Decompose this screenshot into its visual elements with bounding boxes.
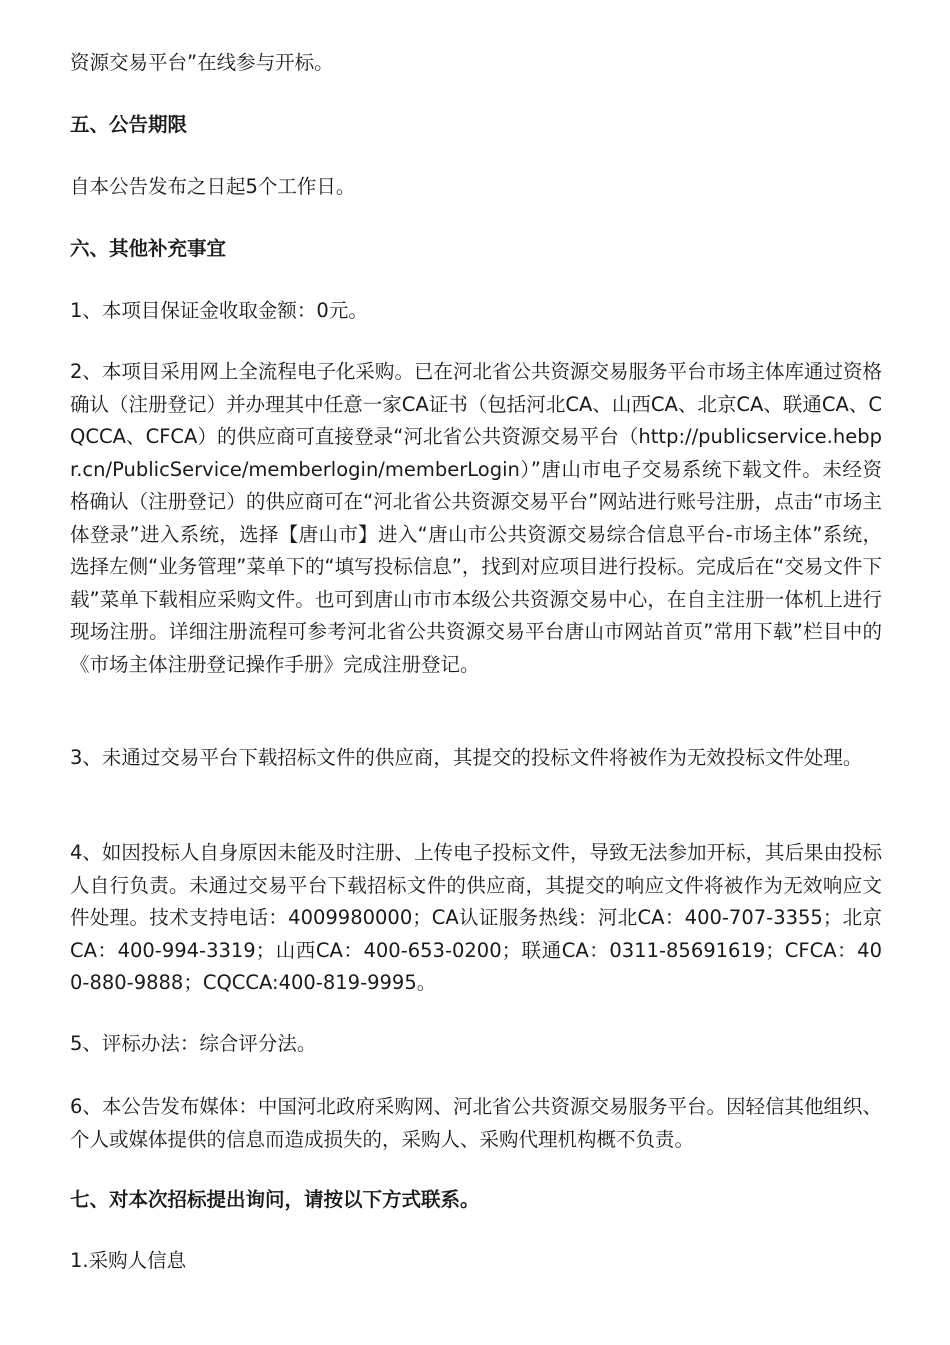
continuation-text: 资源交易平台”在线参与开标。 bbox=[70, 51, 334, 74]
section-5-heading: 五、公告期限 bbox=[70, 113, 188, 136]
section-7-sub-1: 1.采购人信息 bbox=[70, 1249, 187, 1272]
section-6-heading: 六、其他补充事宜 bbox=[70, 237, 227, 260]
section-6-item-6: 6、本公告发布媒体：中国河北政府采购网、河北省公共资源交易服务平台。因轻信其他组织、个人或媒体提供的信息而造成损失的，采购人、采购代理机构概不负责。 bbox=[70, 1095, 882, 1151]
section-6-item-4: 4、如因投标人自身原因未能及时注册、上传电子投标文件，导致无法参加开标，其后果由投标人自行负责。未通过交易平台下载招标文件的供应商，其提交的响应文件将被作为无效响应文件处理。技术支持电话：4009980000；CA认证服务热线：河北CA：400-707-3355；北京CA：400-994-3319；山西CA：400-653-0200；联通CA：0311-85691619；CFCA：400-880-9888；CQCCA:400-819-9995。 bbox=[70, 841, 882, 994]
section-6-item-5: 5、评标办法：综合评分法。 bbox=[70, 1032, 317, 1055]
section-6-item-1: 1、本项目保证金收取金额：0元。 bbox=[70, 299, 368, 322]
section-6-item-2: 2、本项目采用网上全流程电子化采购。已在河北省公共资源交易服务平台市场主体库通过资格确认（注册登记）并办理其中任意一家CA证书（包括河北CA、山西CA、北京CA、联通CA、CQCCA、CFCA）的供应商可直接登录“河北省公共资源交易平台（http://publicservice.hebpr.cn/PublicService/memberlogin/memberLogin）”唐山市电子交易系统下载文件。未经资格确认（注册登记）的供应商可在“河北省公共资源交易平台”网站进行账号注册，点击“市场主体登录”进入系统，选择【唐山市】进入“唐山市公共资源交易综合信息平台-市场主体”系统，选择左侧“业务管理”菜单下的“填写投标信息”，找到对应项目进行投标。完成后在“交易文件下载”菜单下载相应采购文件。也可到唐山市市本级公共资源交易中心，在自主注册一体机上进行现场注册。详细注册流程可参考河北省公共资源交易平台唐山市网站首页”常用下载”栏目中的《市场主体注册登记操作手册》完成注册登记。 bbox=[70, 360, 882, 676]
section-5-text: 自本公告发布之日起5个工作日。 bbox=[70, 175, 356, 198]
section-7-heading: 七、对本次招标提出询问，请按以下方式联系。 bbox=[70, 1188, 480, 1211]
section-6-item-3: 3、未通过交易平台下载招标文件的供应商，其提交的投标文件将被作为无效投标文件处理。 bbox=[70, 746, 863, 769]
